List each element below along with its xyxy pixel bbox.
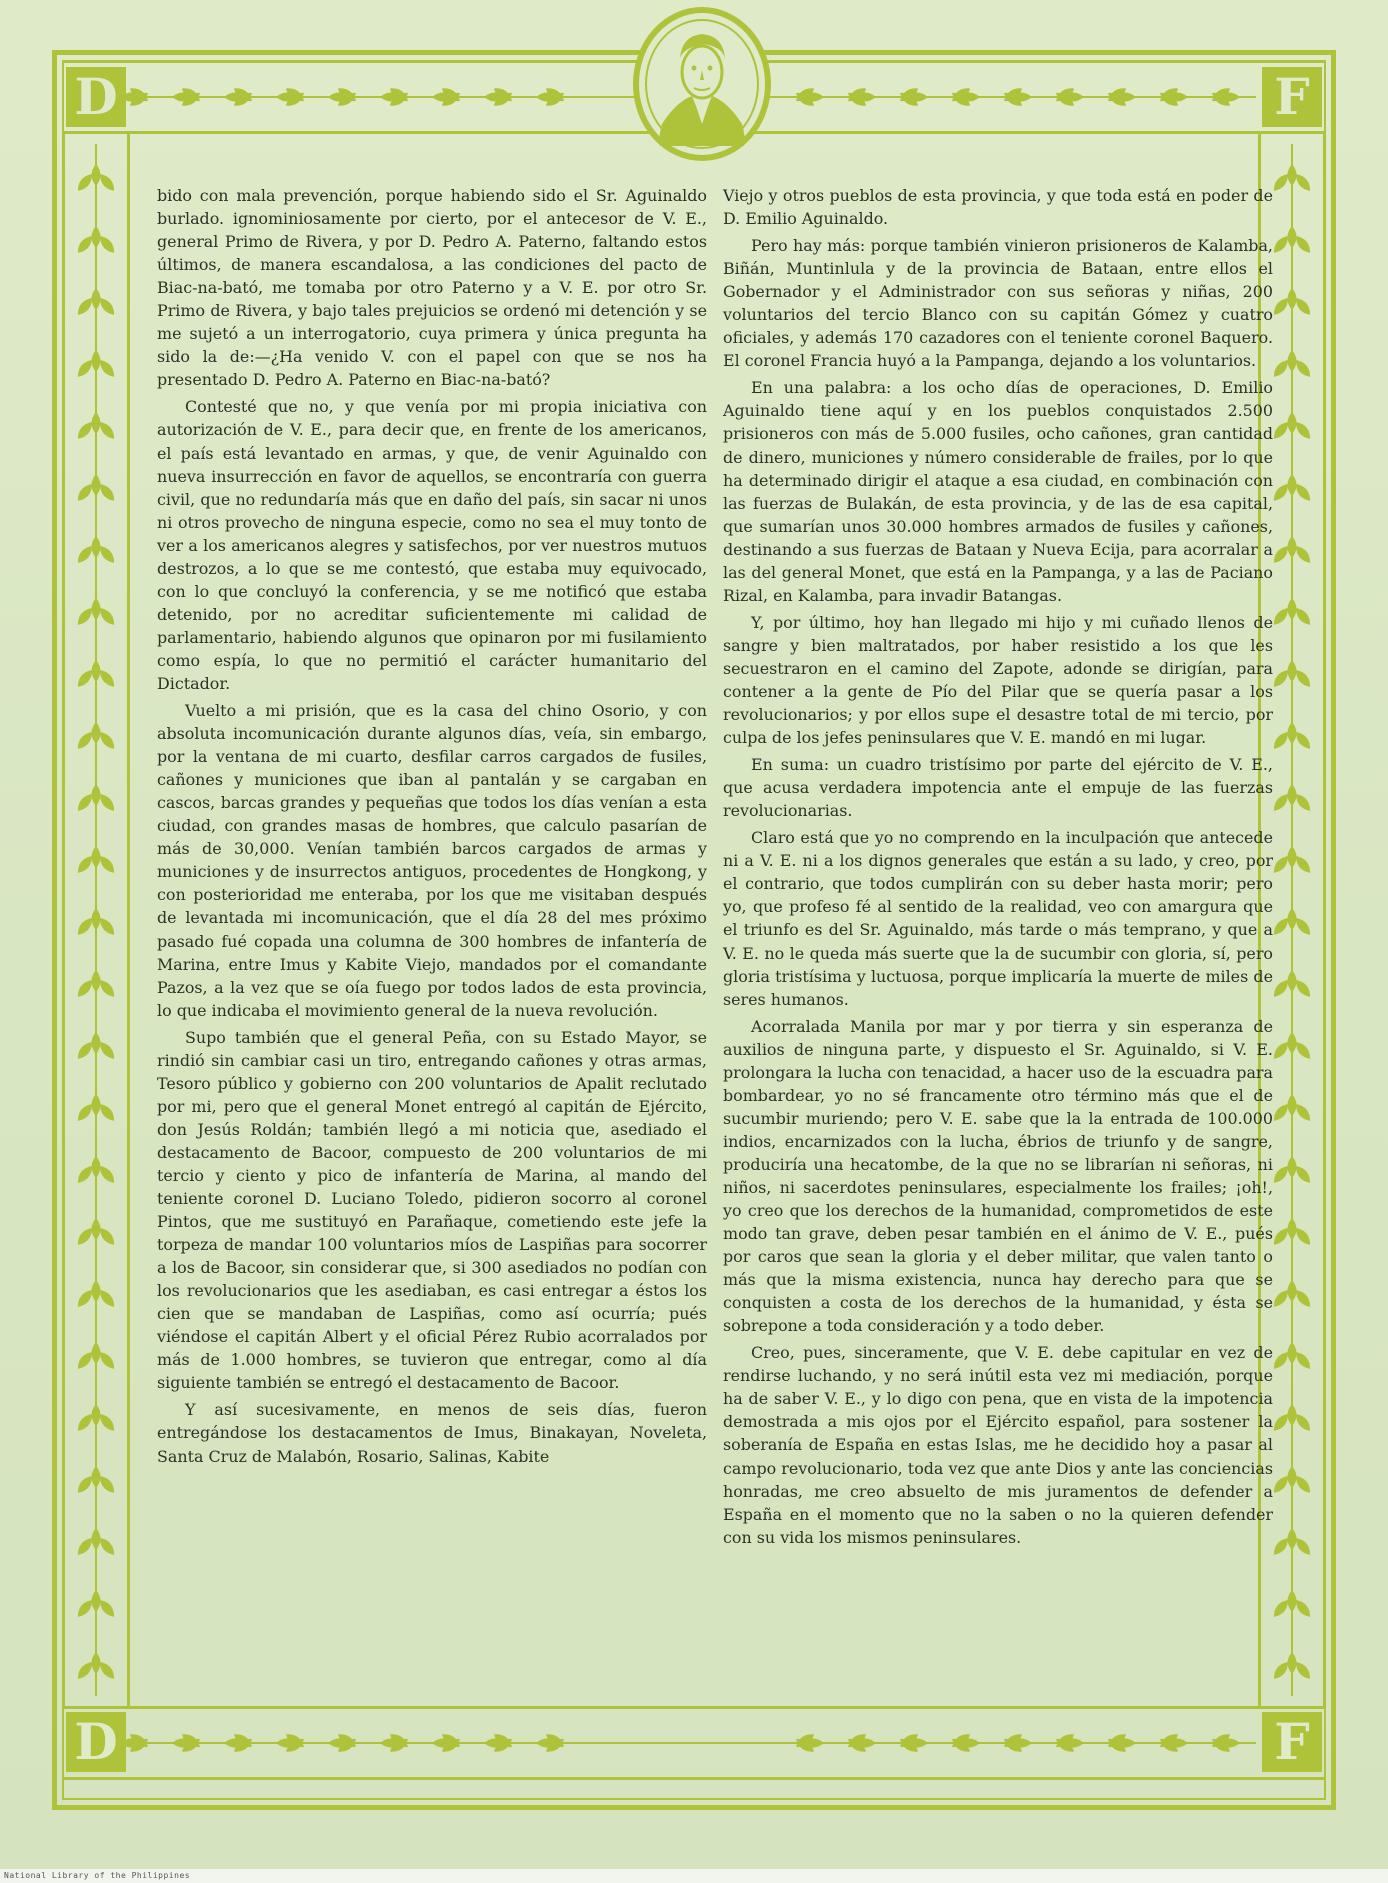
- text-column-right: [723, 184, 1273, 1553]
- paragraph: bido con mala prevención, porque habiendo sido el Sr. Aguinaldo burlado. ignominiosamente por cierto, por el antecesor de V. E., general Primo de Rivera, y por D. Pedro A. Paterno, faltando estos últimos, de manera escandalosa, a las condiciones del pacto de Biac-na-bató, me tomaba por otro Paterno y a V. E. por otro Sr. Primo de Rivera, y bajo tales prejuicios se ordenó mi detención y se me sujetó a un interrogatorio, cuya primera y única pregunta ha sido la de:—¿Ha venido V. con el papel con que se nos ha presentado D. Pedro A. Paterno en Biac-na-bató?: [157, 186, 707, 390]
- text-column-left: [157, 184, 707, 1472]
- paragraph: Y, por último, hoy han llegado mi hijo y mi cuñado llenos de sangre y bien maltratados, por haber resistido a los que les secuestraron en el camino del Zapote, adonde se dirigían, para contener a la gente de Pío del Pilar que se quería pasar a los revolucionarios; y por ellos supe el desastre total de mi tercio, por culpa de los jefes peninsulares que V. E. mandó en mi lugar.: [723, 612, 1273, 748]
- ornament-stem: [1291, 144, 1293, 1696]
- corner-letter-bottom-left: D: [66, 1712, 126, 1772]
- left-laurel-ornament: [62, 134, 130, 1706]
- paragraph: Pero hay más: porque también vinieron prisioneros de Kalamba, Biñán, Muntinlula y de la provincia de Bataan, entre ellos el Gobernador y el Administrador con sus señoras y niñas, 200 voluntarios del tercio Blanco con su capitán Gómez y cuatro oficiales, y además 170 cazadores con el teniente coronel Baquero. El coronel Francia huyó a la Pampanga, dejando a los voluntarios.: [723, 236, 1273, 371]
- paragraph: Claro está que yo no comprendo en la inculpación que antecede ni a V. E. ni a los dignos generales que están a su lado, y creo, por el contrario, que todos cumplirán con su deber hasta morir; pero yo, que profeso fé al sentido de la realidad, veo con amargura que el triunfo es del Sr. Aguinaldo, más tarde o más temprano, y que a V. E. no le queda más suerte que la de sucumbir con gloria, sí, pero gloria tristísima y luctuosa, porque implicaría la muerte de miles de seres humanos.: [723, 828, 1273, 1009]
- corner-letter-bottom-right: F: [1262, 1712, 1322, 1772]
- paragraph: Acorralada Manila por mar y por tierra y sin esperanza de auxilios de ninguna parte, y dispuesto el Sr. Aguinaldo, si V. E. prolongara la lucha con tenacidad, a hacer uso de la escuadra para bombardear, yo no sé francamente otro término más que el de sucumbir muriendo; pero V. E. sabe que la la entrada de 100.000 indios, encarnizados con la lucha, ébrios de triunfo y de sangre, produciría una hecatombe, de la que no se librarían ni señoras, ni niños, ni sacerdotes peninsulares, especialmente los frailes; ¡oh!, yo creo que los derechos de la humanidad, comprometidos de este modo tan grave, deben pesar también en el ánimo de V. E., pués por caros que sean la gloria y el deber militar, que valen tanto o más que la misma existencia, nunca hay derecho para que se conquisten a costa de los derechos de la humanidad, y ésta se sobrepone a toda consideración y a todo deber.: [723, 1016, 1273, 1336]
- paragraph: Vuelto a mi prisión, que es la casa del chino Osorio, y con absoluta incomunicación durante algunos días, veía, sin embargo, por la ventana de mi cuarto, desfilar carros cargados de fusiles, cañones y municiones que iban al pantalán y se cargaban en cascos, barcas grandes y pequeñas que todos los días venían a esta ciudad, con grandes masas de hombres, que calculo pasarían de más de 30,000. Venían también barcos cargados de armas y municiones y de insurrectos antiguos, procedentes de Hongkong, y con posterioridad me enteraba, por los que me visitaban después de levantada mi incomunicación, que el día 28 del mes próximo pasado fué copada una columna de 300 hombres de infantería de Marina, entre Imus y Kabite Viejo, mandados por el comandante Pazos, a la vez que se oía fuego por todos lados de esta provincia, lo que indicaba el movimiento general de la nueva revolución.: [157, 701, 707, 1020]
- paragraph: Contesté que no, y que venía por mi propia iniciativa con autorización de V. E., para decir que, en frente de los americanos, el país está levantado en armas, y que, de venir Aguinaldo con nueva insurrección en favor de aquellos, se encontraría con guerra civil, que no redundaría más que en daño del país, sin sacar ni unos ni otros provecho de ninguna especie, como no sea el muy tonto de ver a los americanos alegres y satisfechos, por ver nuestros mutuos destrozos, a lo que se me contestó, que estaba muy equivocado, con lo que concluyó la conferencia, y se me notificó que estaba detenido, por no acreditar suficientemente mi calidad de parlamentario, habiendo algunos que opinaron por mi fusilamiento como espía, lo que no permitió el carácter humanitario del Dictador.: [157, 397, 707, 693]
- bottom-laurel-ornament: [62, 1706, 1326, 1780]
- corner-letter-top-left: D: [66, 67, 126, 127]
- paragraph: Supo también que el general Peña, con su Estado Mayor, se rindió sin cambiar casi un tiro, entregando cañones y otras armas, Tesoro público y gobierno con 200 voluntarios de Apalit reclutado por mi, pero que el general Monet entregó al capitán de Ejército, don Jesús Roldán; también llegó a mi noticia que, asediado el destacamento de Bacoor, compuesto de 200 voluntarios de mi tercio y ciento y pico de infantería de Marina, al mando del teniente coronel D. Luciano Toledo, pidieron socorro al coronel Pintos, que me sustituyó en Parañaque, cometiendo este jefe la torpeza de mandar 100 voluntarios míos de Laspiñas para socorrer a los de Bacoor, sin considerar que, si 300 asediados no podían con los revolucionarios que les asediaban, es casi entregar a éstos los cien que se mandaban de Laspiñas, como así ocurría; pués viéndose el capitán Albert y el oficial Pérez Rubio acorralados por más de 1.000 hombres, se tuvieron que entregar, como al día siguiente también se entregó el destacamento de Bacoor.: [157, 1027, 707, 1393]
- paragraph: Viejo y otros pueblos de esta provincia, y que toda está en poder de D. Emilio Aguinaldo.: [723, 186, 1273, 229]
- bottom-ornament-band: [62, 1706, 1326, 1780]
- paragraph: Y así sucesivamente, en menos de seis días, fueron entregándose los destacamentos de Imus, Binakayan, Noveleta, Santa Cruz de Malabón, Rosario, Salinas, Kabite: [157, 1400, 707, 1466]
- corner-letter-top-right: F: [1262, 67, 1322, 127]
- left-ornament-band: [62, 134, 130, 1706]
- paragraph: Creo, pues, sinceramente, que V. E. debe capitular en vez de rendirse luchando, y no será inútil esta vez mi mediación, porque ha de saber V. E., y lo digo con pena, que en vista de la impotencia demostrada a mis ojos por el Ejército español, para sostener la soberanía de España en estas Islas, me he decidido hoy a pasar al campo revolucionario, toda vez que ante Dios y ante las conciencias honradas, me creo absuelto de mis juramentos de defender a España en el momento que no la saben o no la quieren defender con su vida los mismos peninsulares.: [723, 1343, 1273, 1547]
- paragraph: En suma: un cuadro tristísimo por parte del ejército de V. E., que acusa verdadera impotencia ante el empuje de las fuerzas revolucionarias.: [723, 755, 1273, 821]
- paragraph: En una palabra: a los ocho días de operaciones, D. Emilio Aguinaldo tiene aquí y en los pueblos conquistados 2.500 prisioneros con más de 5.000 fusiles, ocho cañones, gran cantidad de dinero, municiones y número considerable de frailes, por lo que ha determinado dirigir el ataque a esa ciudad, en combinación con las fuerzas de Bulakán, de esta provincia, y de las de esa capital, que sumarían unos 30.000 hombres armados de fusiles y cañones, destinando a sus fuerzas de Bataan y Nueva Ecija, para acorralar a las del general Monet, que está en la Pampanga, y a las de Paciano Rizal, en Kalamba, para invadir Batangas.: [723, 378, 1273, 605]
- library-credit: National Library of the Philippines: [4, 1871, 191, 1880]
- ornament-stem: [132, 1742, 1256, 1744]
- portrait-medallion: [632, 6, 772, 162]
- ornament-stem: [95, 144, 97, 1696]
- footer-strip: [0, 1869, 1388, 1883]
